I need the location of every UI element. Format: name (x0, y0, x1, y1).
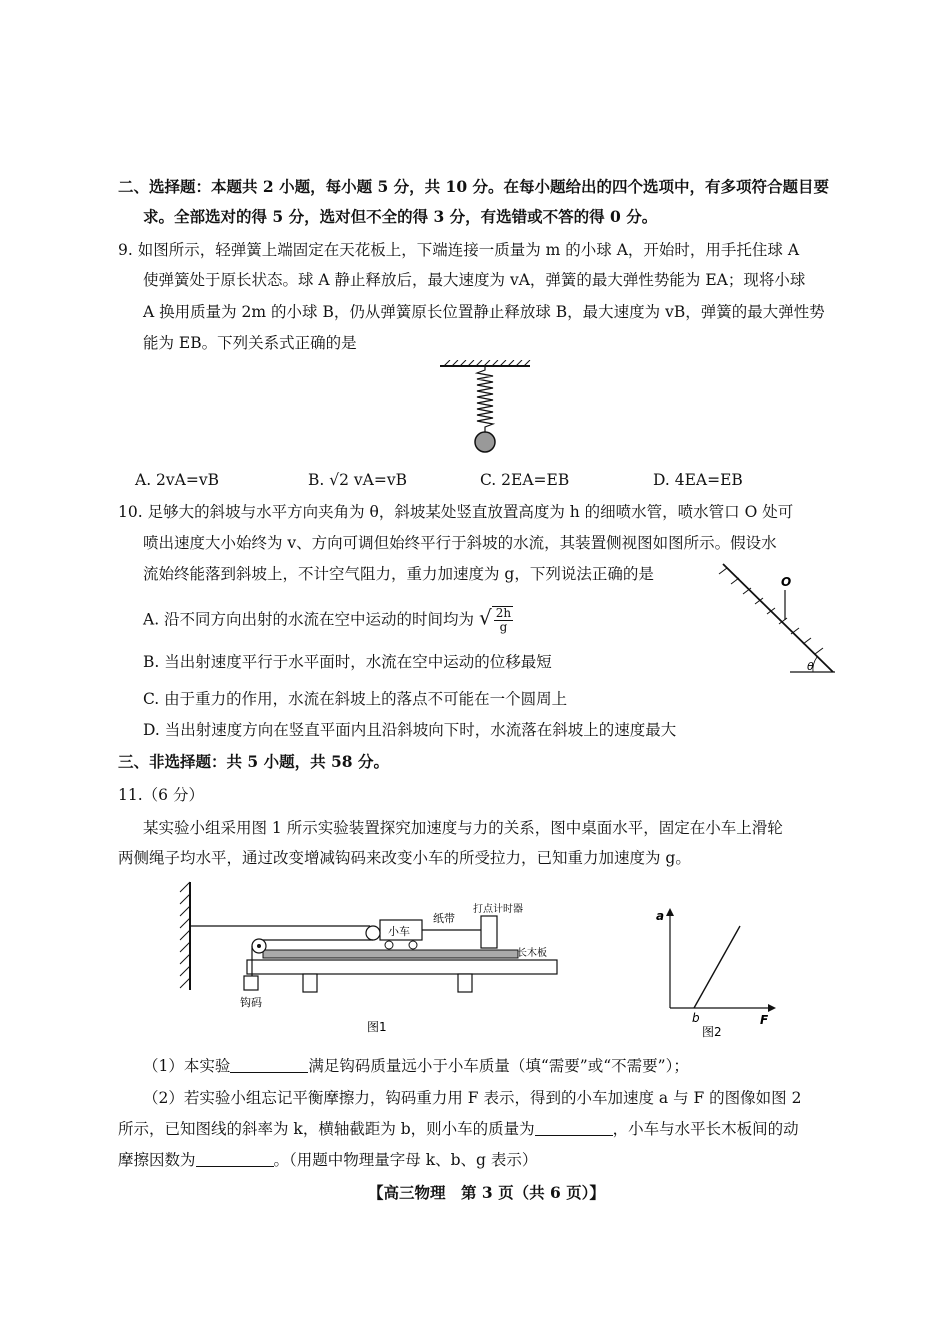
section2-line2: 求。全部选对的得 5 分，选对但不全的得 3 分，有选错或不答的得 0 分。 (143, 207, 658, 226)
af-graph (650, 898, 780, 1038)
tape-label: 纸带 (433, 912, 455, 925)
q9-option-a: A. 2vA=vB (135, 471, 219, 489)
q11-part1: （1）本实验 满足钩码质量远小于小车质量（填“需要”或“不需要”）； (143, 1057, 689, 1075)
part1-answer-blank[interactable] (230, 1058, 308, 1073)
graph-ylabel: a (656, 909, 665, 923)
q10-option-c: C. 由于重力的作用，水流在斜坡上的落点不可能在一个圆周上 (143, 690, 568, 708)
slope-theta-label: θ (807, 660, 814, 673)
q9-line3: A 换用质量为 2m 的小球 B，仍从弹簧原长位置静止释放球 B，最大速度为 vB，弹簧的最大弹性势 (143, 303, 825, 321)
q9-option-c: C. 2EA=EB (480, 471, 570, 489)
q10-line1: 10. 足够大的斜坡与水平方向夹角为 θ，斜坡某处竖直放置高度为 h 的细喷水管，喷水管口 O 处可 (118, 503, 794, 521)
weight-label: 钩码 (240, 996, 262, 1009)
section2-line1: 二、选择题：本题共 2 小题，每小题 5 分，共 10 分。在每小题给出的四个选项中，有多项符合题目要 (118, 177, 830, 196)
q10-option-a: A. 沿不同方向出射的水流在空中运动的时间均为 √ $\frac{2h}{g}$ (143, 605, 512, 634)
car-label: 小车 (388, 925, 410, 938)
q9-line2: 使弹簧处于原长状态。球 A 静止释放后，最大速度为 vA，弹簧的最大弹性势能为 EA；现将小球 (143, 271, 806, 289)
q9-option-b: B. √2 vA=vB (308, 471, 407, 489)
q11-part2-line3: 摩擦因数为 。（用题中物理量字母 k、b、g 表示） (118, 1151, 538, 1169)
q10-line3: 流始终能落到斜坡上，不计空气阻力，重力加速度为 g，下列说法正确的是 (143, 565, 654, 583)
fig1-caption: 图1 (367, 1020, 387, 1034)
slope-figure (715, 560, 840, 680)
timer-label: 打点计时器 (473, 904, 523, 915)
section3-title: 三、非选择题：共 5 小题，共 58 分。 (118, 752, 389, 771)
fig2-caption: 图2 (702, 1025, 722, 1038)
graph-xlabel: F (760, 1013, 769, 1027)
q11-head: 11.（6 分） (118, 786, 204, 804)
q11-intro1: 某实验小组采用图 1 所示实验装置探究加速度与力的关系，图中桌面水平，固定在小车上滑轮 (143, 819, 783, 837)
q9-option-d: D. 4EA=EB (653, 471, 743, 489)
q11-part2-line1: （2）若实验小组忘记平衡摩擦力，钩码重力用 F 表示，得到的小车加速度 a 与 F 的图像如图 2 (143, 1089, 802, 1107)
q10-option-d: D. 当出射速度方向在竖直平面内且沿斜坡向下时，水流落在斜坡上的速度最大 (143, 721, 677, 739)
friction-answer-blank[interactable] (196, 1152, 274, 1167)
q10-option-b: B. 当出射速度平行于水平面时，水流在空中运动的位移最短 (143, 653, 552, 671)
q11-part2-line2: 所示，已知图线的斜率为 k，横轴截距为 b，则小车的质量为 ，小车与水平长木板间的动 (118, 1120, 799, 1138)
slope-o-label: O (781, 575, 792, 589)
board-label: 长木板 (517, 948, 547, 959)
spring-ball-figure (430, 360, 540, 460)
mass-answer-blank[interactable] (535, 1121, 613, 1136)
apparatus-figure (175, 878, 570, 1038)
graph-intercept: b (692, 1011, 700, 1025)
q9-line4: 能为 EB。下列关系式正确的是 (143, 334, 357, 352)
q11-intro2: 两侧绳子均水平，通过改变增减钩码来改变小车的所受拉力，已知重力加速度为 g。 (118, 849, 691, 867)
page-footer: 【高三物理 第 3 页（共 6 页）】 (368, 1183, 605, 1202)
q10-line2: 喷出速度大小始终为 v、方向可调但始终平行于斜坡的水流，其装置侧视图如图所示。假设水 (143, 534, 777, 552)
q9-line1: 9. 如图所示，轻弹簧上端固定在天花板上，下端连接一质量为 m 的小球 A，开始时，用手托住球 A (118, 241, 800, 259)
